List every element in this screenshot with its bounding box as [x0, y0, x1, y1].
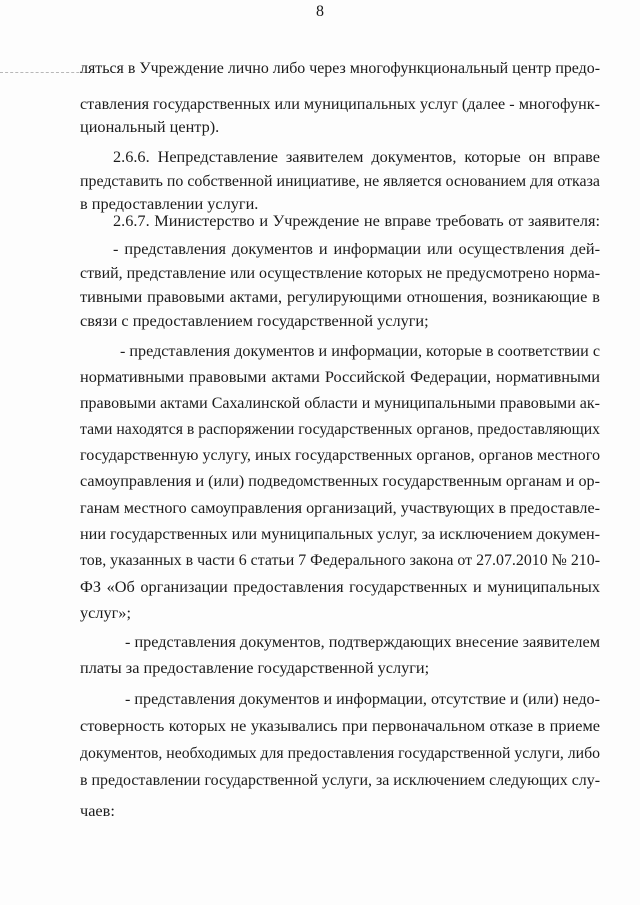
text-line: платы за предоставление государственной услуги; [80, 658, 430, 677]
text-line: правовыми актами Сахалинской области и муниципальными правовыми ак- [80, 393, 600, 412]
text-line: тами находятся в распоряжении государственных органов, предоставляющих [80, 419, 600, 438]
text-line: государственную услугу, иных государственных органов, органов местного [80, 445, 601, 464]
text-line: нии государственных или муниципальных услуг, за исключением докумен- [80, 524, 601, 543]
text-line: ФЗ «Об организации предоставления государственных и муниципальных [80, 577, 600, 596]
text-line: стоверность которых не указывались при первоначальном отказе в приеме [80, 716, 600, 735]
text-line: тивными правовыми актами, регулирующими отношения, возникающие в [80, 287, 600, 306]
paragraph-2-6-7: 2.6.7. Министерство и Учреждение не вправе требовать от заявителя: [113, 211, 601, 230]
list-item-4: - представления документов и информации, отсутствие и (или) недо- [125, 689, 600, 708]
text-line: ствий, представление или осуществление которых не предусмотрено норма- [80, 263, 601, 282]
page-number: 8 [316, 3, 324, 20]
text-line: нормативными правовыми актами Российской Федерации, нормативными [80, 367, 600, 386]
text-line: чаев: [80, 801, 115, 820]
text-line: циональный центр). [80, 117, 220, 136]
text-line: представить по собственной инициативе, не является основанием для отказа [80, 171, 600, 190]
text-line: услуг»; [80, 603, 131, 622]
text-line: в предоставлении услуги. [80, 194, 259, 213]
text-line: тов, указанных в части 6 статьи 7 Федерального закона от 27.07.2010 № 210- [80, 550, 601, 569]
text-line: самоуправления и (или) подведомственных государственным органам и ор- [80, 471, 600, 490]
list-item-2: - представления документов и информации, которые в соответствии с [120, 341, 601, 360]
text-line: ставления государственных или муниципальных услуг (далее - многофунк- [80, 94, 601, 113]
text-line: ляться в Учреждение лично либо через многофункциональный центр предо- [80, 58, 601, 77]
list-item-3: - представления документов, подтверждающих внесение заявителем [125, 632, 601, 651]
paragraph-2-6-6: 2.6.6. Непредставление заявителем документов, которые он вправе [113, 147, 600, 166]
text-line: связи с предоставлением государственной услуги; [80, 311, 429, 330]
text-line: ганам местного самоуправления организаций, участвующих в предоставле- [80, 498, 601, 517]
text-line: документов, необходимых для предоставления государственной услуги, либо [80, 743, 600, 762]
list-item-1: - представления документов и информации или осуществления дей- [113, 239, 601, 258]
text-line: в предоставлении государственной услуги, за исключением следующих слу- [80, 770, 601, 789]
